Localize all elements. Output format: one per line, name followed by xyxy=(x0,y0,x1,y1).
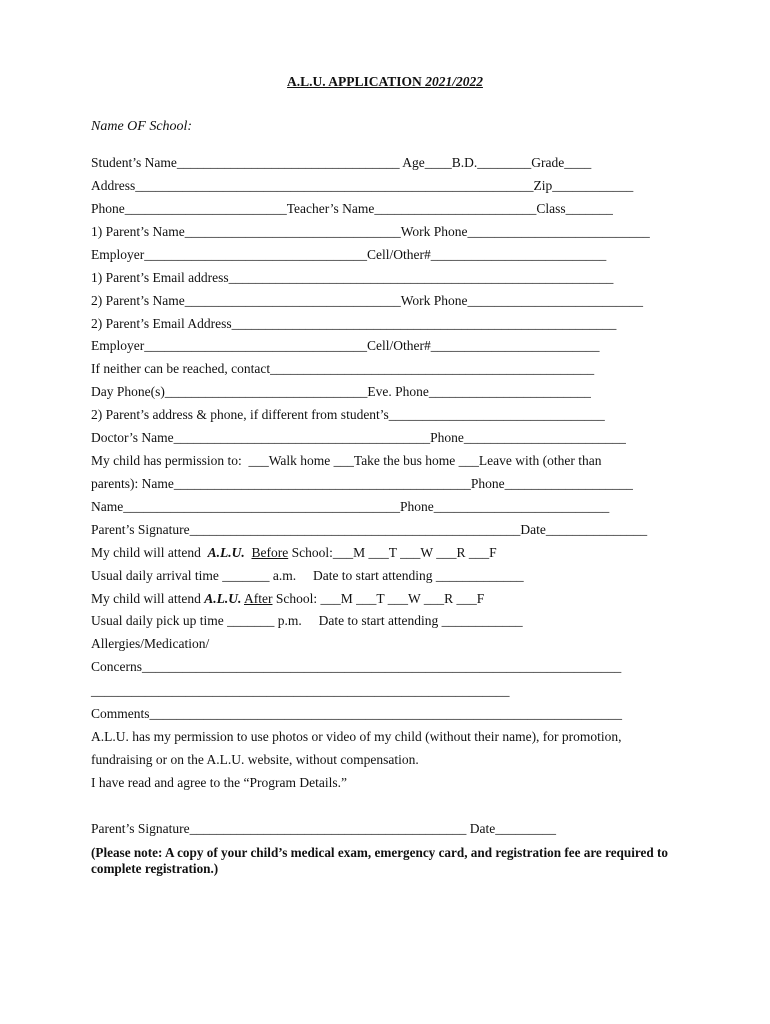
agreement-text: I have read and agree to the “Program Details.” xyxy=(91,775,348,790)
title-year: 2021/2022 xyxy=(425,74,483,89)
parent2-address-line[interactable]: 2) Parent’s address & phone, if different from student’s________________________________ xyxy=(91,407,605,422)
comments-line[interactable]: Comments______________________________________________________________________ xyxy=(91,706,623,721)
before-school-line[interactable] xyxy=(91,544,497,561)
parent2-name-line[interactable]: 2) Parent’s Name________________________________Work Phone__________________________ xyxy=(91,293,644,308)
phone-teacher-line[interactable]: Phone________________________Teacher’s Name________________________Class_______ xyxy=(91,201,613,216)
after-school-prefix: My child will attend xyxy=(91,591,205,606)
alu-emphasis: A.L.U. xyxy=(204,591,242,606)
before-days[interactable]: School:___M ___T ___W ___R ___F xyxy=(288,545,497,560)
photo-permission-text: A.L.U. has my permission to use photos or video of my child (without their name), for promotion, xyxy=(91,729,622,744)
emergency-phones-line[interactable]: Day Phone(s)______________________________Eve. Phone________________________ xyxy=(91,384,591,399)
after-school-line[interactable] xyxy=(91,590,484,607)
parent-signature-line-1[interactable]: Parent’s Signature_________________________________________________Date_______________ xyxy=(91,522,648,537)
arrival-time-line[interactable]: Usual daily arrival time _______ a.m. Date to start attending _____________ xyxy=(91,568,524,583)
registration-note: (Please note: A copy of your child’s medical exam, emergency card, and registration fee are required to complete registration.) xyxy=(91,845,668,876)
permission-line[interactable]: My child has permission to: ___Walk home ___Take the bus home ___Leave with (other than xyxy=(91,453,602,468)
photo-permission-text-2: fundraising or on the A.L.U. website, without compensation. xyxy=(91,752,419,767)
allergies-label: Allergies/Medication/ xyxy=(91,636,210,651)
parent2-employer-line[interactable]: Employer_________________________________Cell/Other#_________________________ xyxy=(91,338,600,353)
concerns-line[interactable]: Concerns_______________________________________________________________________ xyxy=(91,659,622,674)
after-days[interactable]: School: ___M ___T ___W ___R ___F xyxy=(272,591,485,606)
pickup-time-line[interactable]: Usual daily pick up time _______ p.m. Date to start attending ____________ xyxy=(91,613,523,628)
title-text: A.L.U. APPLICATION xyxy=(287,74,426,89)
before-label: Before xyxy=(251,545,289,560)
student-name-line[interactable]: Student’s Name_________________________________ Age____B.D.________Grade____ xyxy=(91,155,592,170)
parent2-email-line[interactable]: 2) Parent’s Email Address_________________________________________________________ xyxy=(91,316,617,331)
pickup-name-line[interactable]: Name_________________________________________Phone__________________________ xyxy=(91,499,610,514)
before-school-prefix: My child will attend xyxy=(91,545,208,560)
emergency-contact-line[interactable]: If neither can be reached, contact________________________________________________ xyxy=(91,361,595,376)
concerns-continuation-line[interactable]: ______________________________________________________________ xyxy=(91,683,510,698)
pickup-person-line[interactable]: parents): Name____________________________________________Phone___________________ xyxy=(91,476,633,491)
parent-signature-line-2[interactable]: Parent’s Signature_________________________________________ Date_________ xyxy=(91,821,556,836)
doctor-line[interactable]: Doctor’s Name______________________________________Phone________________________ xyxy=(91,430,626,445)
parent1-employer-line[interactable]: Employer_________________________________Cell/Other#__________________________ xyxy=(91,247,607,262)
parent1-name-line[interactable]: 1) Parent’s Name________________________________Work Phone___________________________ xyxy=(91,224,650,239)
alu-emphasis: A.L.U. xyxy=(207,545,245,560)
school-name-label: Name OF School: xyxy=(91,119,193,134)
after-label: After xyxy=(244,591,273,606)
address-line[interactable]: Address___________________________________________________________Zip____________ xyxy=(91,178,634,193)
form-title xyxy=(0,74,770,90)
parent1-email-line[interactable]: 1) Parent’s Email address_________________________________________________________ xyxy=(91,270,614,285)
